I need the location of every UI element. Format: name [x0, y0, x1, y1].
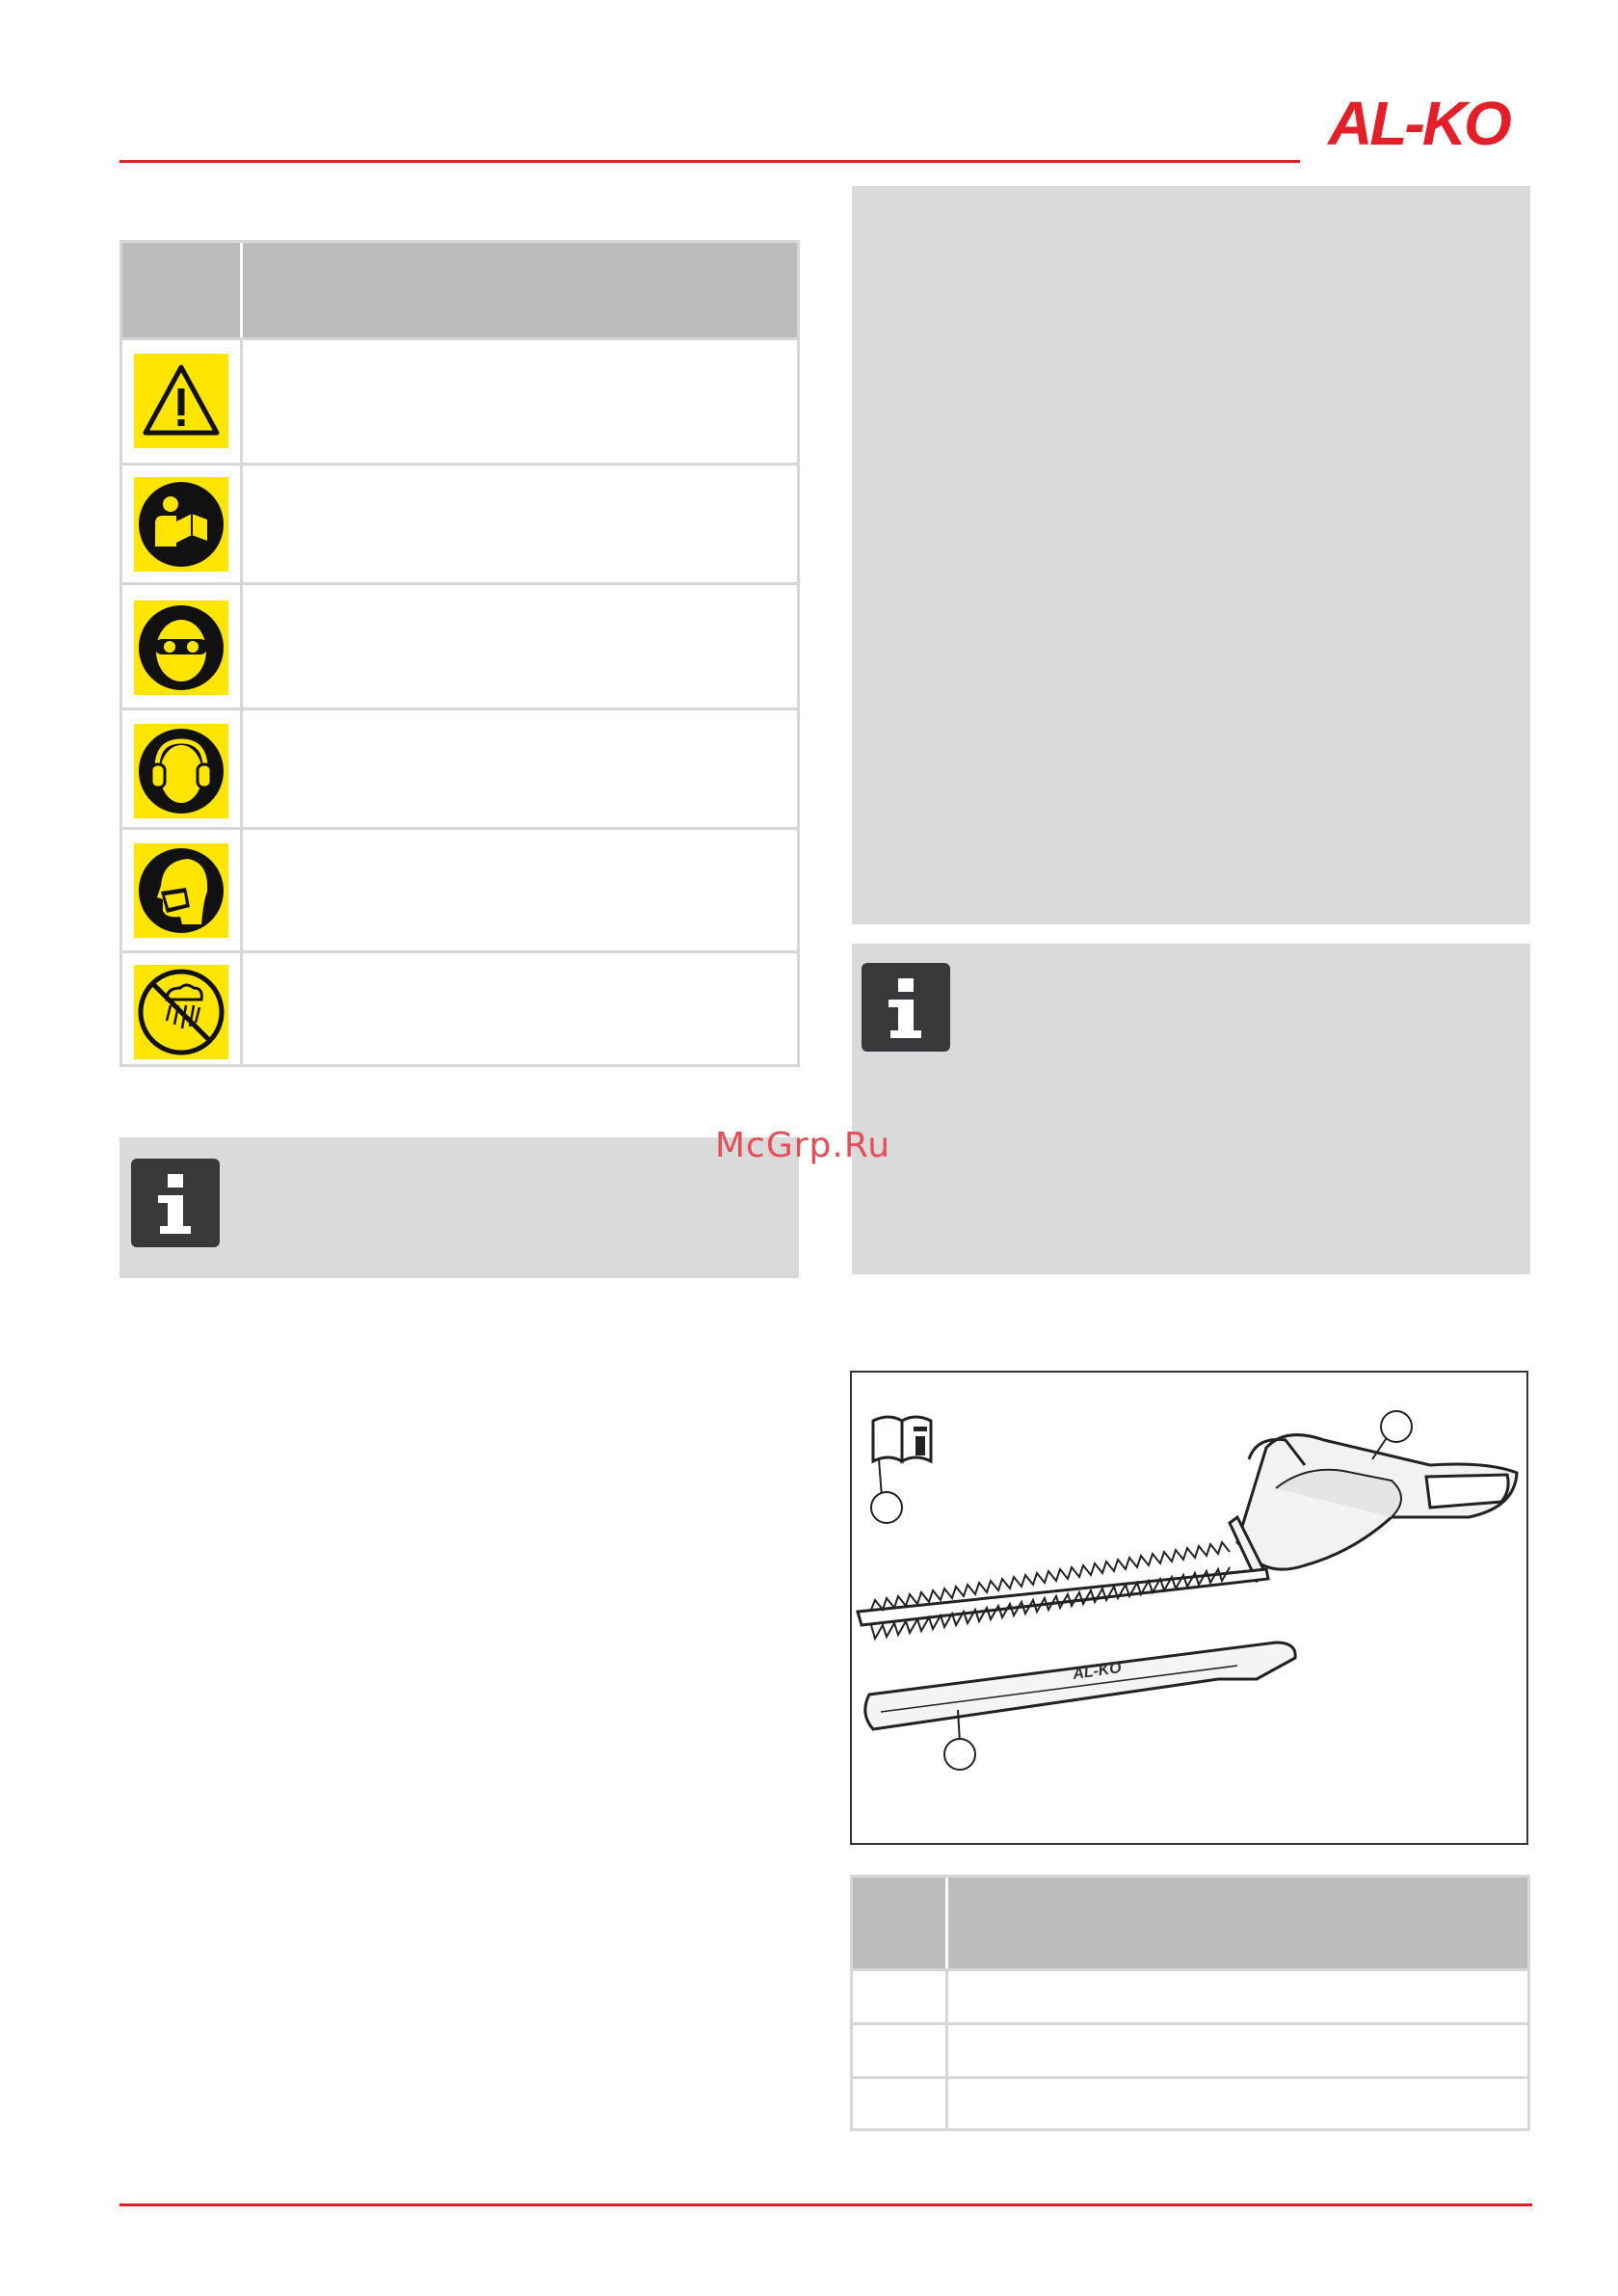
product-figure — [850, 1371, 1528, 1845]
logo-text: AL-KO — [1328, 89, 1509, 158]
blade-cover-brand: AL-KO — [1072, 1660, 1123, 1683]
row-divider — [240, 466, 243, 582]
alko-logo — [1307, 89, 1530, 158]
header-divider — [240, 243, 243, 337]
symbol-row — [122, 707, 797, 827]
left-info-box — [119, 1137, 799, 1278]
symbol-row — [122, 582, 797, 707]
row-divider — [945, 2025, 948, 2076]
table-row — [853, 1968, 1527, 2022]
info-icon — [914, 1427, 927, 1455]
info-icon — [131, 1159, 220, 1247]
row-divider — [240, 340, 243, 463]
info-icon — [862, 963, 950, 1052]
table-row — [853, 2076, 1527, 2130]
row-divider — [240, 830, 243, 950]
row-divider — [240, 953, 243, 1064]
symbol-row — [122, 337, 797, 463]
right-top-box — [852, 186, 1530, 924]
row-divider — [240, 585, 243, 707]
symbol-table — [119, 240, 800, 1067]
header-divider — [945, 1878, 948, 1968]
row-divider — [240, 710, 243, 827]
symbol-table-header — [122, 243, 797, 337]
no-rain-icon — [134, 965, 228, 1059]
row-divider — [945, 2079, 948, 2130]
hearing-protection-icon — [134, 724, 228, 818]
footer-rule — [119, 2203, 1532, 2206]
symbol-row — [122, 827, 797, 950]
header-rule — [119, 160, 1300, 163]
right-info-box — [852, 944, 1530, 1274]
warning-triangle-icon — [134, 354, 228, 448]
symbol-row — [122, 950, 797, 1064]
parts-table-header — [853, 1878, 1527, 1968]
read-manual-icon — [134, 477, 228, 572]
parts-table — [850, 1875, 1530, 2131]
respirator-mask-icon — [134, 843, 228, 938]
watermark: McGrp.Ru — [715, 1126, 891, 1165]
eye-protection-icon — [134, 601, 228, 695]
symbol-row — [122, 463, 797, 582]
row-divider — [945, 1971, 948, 2022]
table-row — [853, 2022, 1527, 2076]
